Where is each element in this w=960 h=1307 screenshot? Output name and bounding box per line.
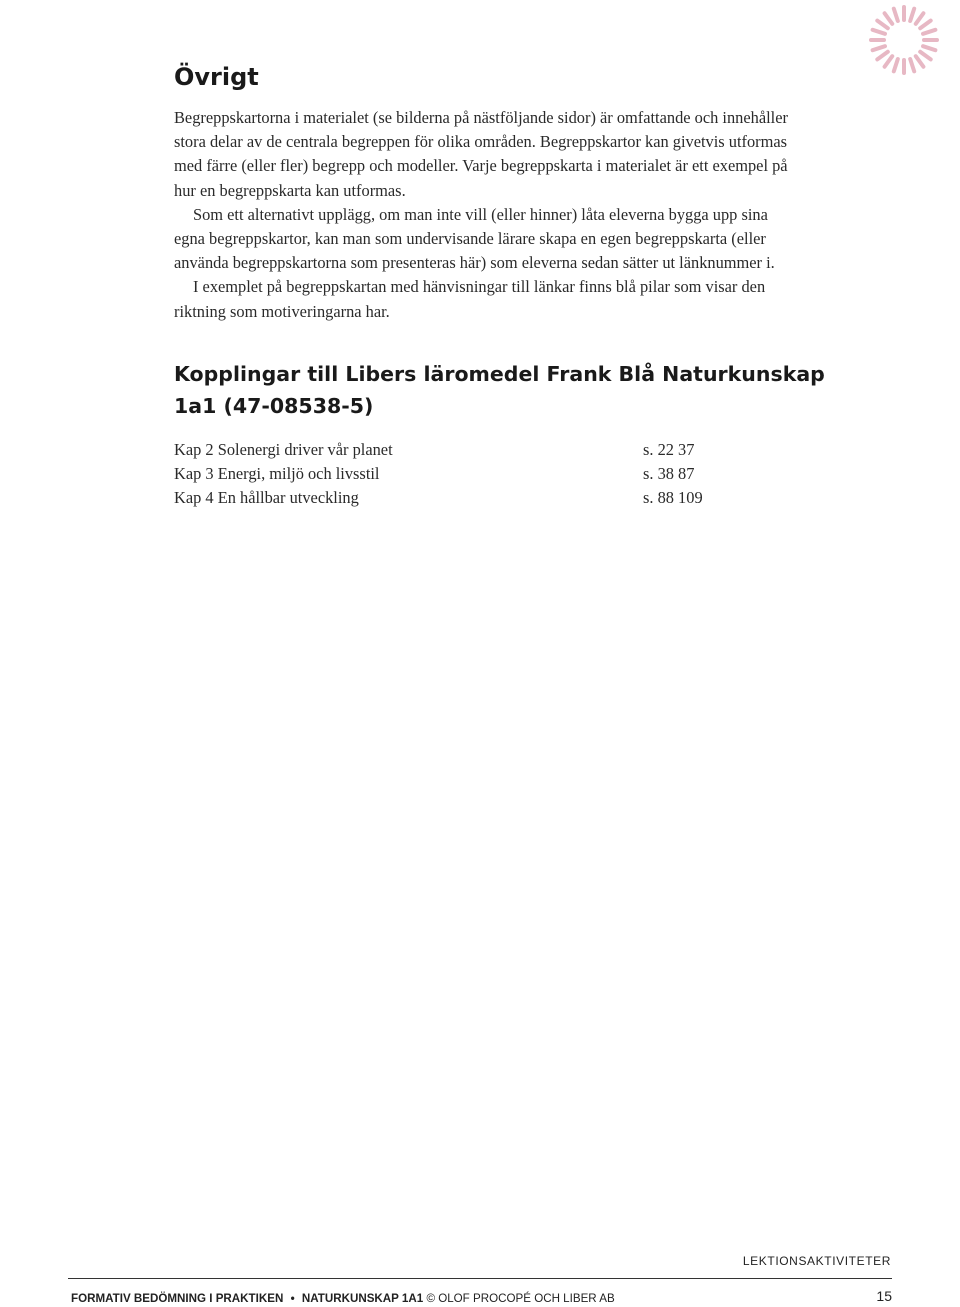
sunburst-ray <box>916 13 924 24</box>
sunburst-ray <box>923 30 935 34</box>
chapter-title: Kap 2 Solenergi driver vår planet <box>174 439 393 459</box>
page-footer <box>71 1292 615 1305</box>
page-number: 15 <box>876 1288 892 1304</box>
chapter-pages: s. 22 37 <box>643 439 695 459</box>
sunburst-icon <box>868 4 940 76</box>
subheading: Kopplingar till Libers läromedel Frank Blå Naturkunskap 1a1 (47-08538-5) <box>174 361 825 418</box>
sunburst-ray <box>920 21 931 29</box>
sunburst-ray <box>916 56 924 67</box>
sunburst-ray <box>894 59 898 71</box>
chapter-title: Kap 3 Energi, miljö och livsstil <box>174 464 380 484</box>
paragraph: Som ett alternativt upplägg, om man inte vill (eller hinner) låta eleverna bygga upp sina egna begreppskartor, kan man som undervisande lärare skapa en egen begreppskarta (eller använda begreppskartorna som presenteras här) som eleverna sedan sätter ut länknummer i. <box>174 204 775 273</box>
sunburst-ray <box>885 13 893 24</box>
main-content <box>174 60 825 510</box>
sunburst-ray <box>910 9 914 21</box>
chapter-list <box>174 438 794 511</box>
chapter-pages: s. 88 109 <box>643 488 703 508</box>
sunburst-ray <box>923 46 935 50</box>
chapter-row <box>174 462 794 486</box>
chapter-title: Kap 4 En hållbar utveckling <box>174 488 359 508</box>
sunburst-ray <box>885 56 893 67</box>
section-heading: Övrigt <box>174 63 259 91</box>
chapter-row <box>174 438 794 462</box>
sunburst-ray <box>873 30 885 34</box>
chapter-pages: s. 38 87 <box>643 464 695 484</box>
footer-subject: NATURKUNSKAP 1A1 <box>301 1292 424 1305</box>
section-label: LEKTIONSAKTIVITETER <box>742 1254 891 1268</box>
footer-copyright: © OLOF PROCOPÉ OCH LIBER AB <box>426 1292 615 1305</box>
paragraph: I exemplet på begreppskartan med hänvisningar till länkar finns blå pilar som visar den riktning som motiveringarna har. <box>174 277 766 321</box>
sunburst-ray <box>877 21 888 29</box>
chapter-row <box>174 486 794 510</box>
footer-title: FORMATIV BEDÖMNING I PRAKTIKEN <box>71 1292 284 1305</box>
sunburst-ray <box>873 46 885 50</box>
footer-divider <box>68 1278 892 1279</box>
sunburst-ray <box>910 59 914 71</box>
paragraph: Begreppskartorna i materialet (se bilderna på nästföljande sidor) är omfattande och innehåller stora delar av de centrala begreppen för olika områden. Begreppskartor kan givetvis utformas med färre (eller fler) begrepp och modeller. Varje begreppskarta i materialet är ett exempel på hur en begreppskarta kan utformas. <box>174 108 788 200</box>
sunburst-ray <box>877 52 888 60</box>
sunburst-ray <box>894 9 898 21</box>
footer-bullet: • <box>290 1292 295 1305</box>
sunburst-ray <box>920 52 931 60</box>
